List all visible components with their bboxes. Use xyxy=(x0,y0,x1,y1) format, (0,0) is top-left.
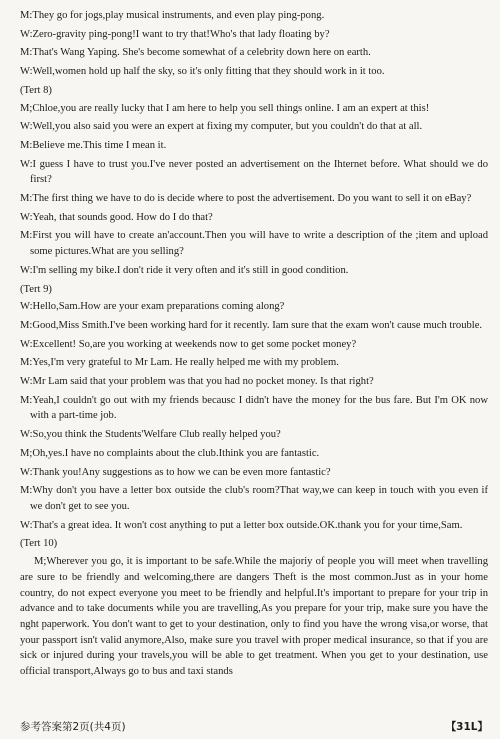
dialogue-line: M:Good,Miss Smith.I've been working hard for it recently. Iam sure that the exam won't cause much trouble. xyxy=(20,319,483,331)
dialogue-line: W:Excellent! So,are you working at weekends now to get some pocket money? xyxy=(20,338,357,350)
monologue-10: M;Wherever you go, it is important to be safe.While the majoriy of people you will meet when travelling are sure to be friendly and welcoming,there are dangers Theft is the most common.Just as in your home country, do not expect everyone you meet to be friendly and helpful.It's important to prepare for your trip in advance and to take documents while you are travelling,As you prepare for your trip, make sure you have the nght paperwork. You don't want to get to your destination, only to find you have the wrong visa,or worse, that your passport isn't valid anymore,Also, make sure you travel with proper medical insurance, so that if you are sick or injured during your travels,you will be able to get treatment. When you get to your destination, use official transport,Always go to bus and taxi stands xyxy=(20,556,488,678)
dialogue-line: W:That's a great idea. It won't cost anything to put a letter box outside.OK.thank you for your time,Sam. xyxy=(20,519,463,531)
page-number: 参考答案第2页(共4页) xyxy=(20,720,126,733)
dialogue-line: W:Well,you also said you were an expert at fixing my computer, but you couldn't do that at all. xyxy=(20,121,423,133)
dialogue-line: W:Hello,Sam.How are your exam preparations coming along? xyxy=(20,301,285,313)
dialogue-line: W:I guess I have to trust you.I've never posted an advertisement on the Ihternet before. What should we do first? xyxy=(20,158,488,186)
text-10-label: (Tert 10) xyxy=(20,538,58,550)
dialogue-line: M:Believe me.This time I mean it. xyxy=(20,139,167,151)
dialogue-line: M:Yes,I'm very grateful to Mr Lam. He really helped me with my problem. xyxy=(20,357,339,369)
dialogue-line: M;Oh,yes.I have no complaints about the club.Ithink you are fantastic. xyxy=(20,447,320,459)
dialogue-9 xyxy=(20,299,488,533)
dialogue-line: M:They go for jogs,play musical instruments, and even play ping-pong. xyxy=(20,10,325,21)
dialogue-line: M;Chloe,you are really lucky that I am here to help you sell things online. I am an expert at this! xyxy=(20,102,430,114)
dialogue-8 xyxy=(20,101,488,279)
dialogue-line: W:So,you think the Students'Welfare Club really helped you? xyxy=(20,429,281,441)
dialogue-line: W:Mr Lam said that your problem was that you had no pocket money. Is that right? xyxy=(20,376,374,388)
dialogue-line: W:Zero-gravity ping-pong!I want to try that!Who's that lady floating by? xyxy=(20,28,330,40)
dialogue-line: W:I'm selling my bike.I don't ride it very often and it's still in good condition. xyxy=(20,264,349,276)
dialogue-line: M:That's Wang Yaping. She's become somewhat of a celebrity down here on earth. xyxy=(20,47,371,59)
dialogue-line: M:Why don't you have a letter box outside the club's room?That way,we can keep in touch with you even if we don't get to see you. xyxy=(20,485,488,512)
dialogue-line: W:Yeah, that sounds good. How do I do that? xyxy=(20,211,213,223)
dialogue-line: W:Well,women hold up half the sky, so it's only fitting that they should work in it too. xyxy=(20,66,385,78)
dialogue-line: M:The first thing we have to do is decide where to post the advertisement. Do you want to sell it on eBay? xyxy=(20,193,472,205)
dialogue-7-continued xyxy=(20,8,488,80)
paper-code: 【31L】 xyxy=(445,720,488,733)
dialogue-line: W:Thank you!Any suggestions as to how we can be even more fantastic? xyxy=(20,466,331,478)
dialogue-line: M:First you will have to create an'account.Then you will have to write a description of the ;item and upload some pictures.What are you selling? xyxy=(20,230,488,258)
text-8-label: (Tert 8) xyxy=(20,84,52,96)
page-footer xyxy=(20,718,488,734)
text-9-label: (Tert 9) xyxy=(20,283,52,295)
dialogue-line: M:Yeah,I couldn't go out with my friends becausc I didn't have the money for the bus fare. But I'm OK now with a part-time job. xyxy=(20,394,488,422)
listening-transcript xyxy=(20,8,488,680)
